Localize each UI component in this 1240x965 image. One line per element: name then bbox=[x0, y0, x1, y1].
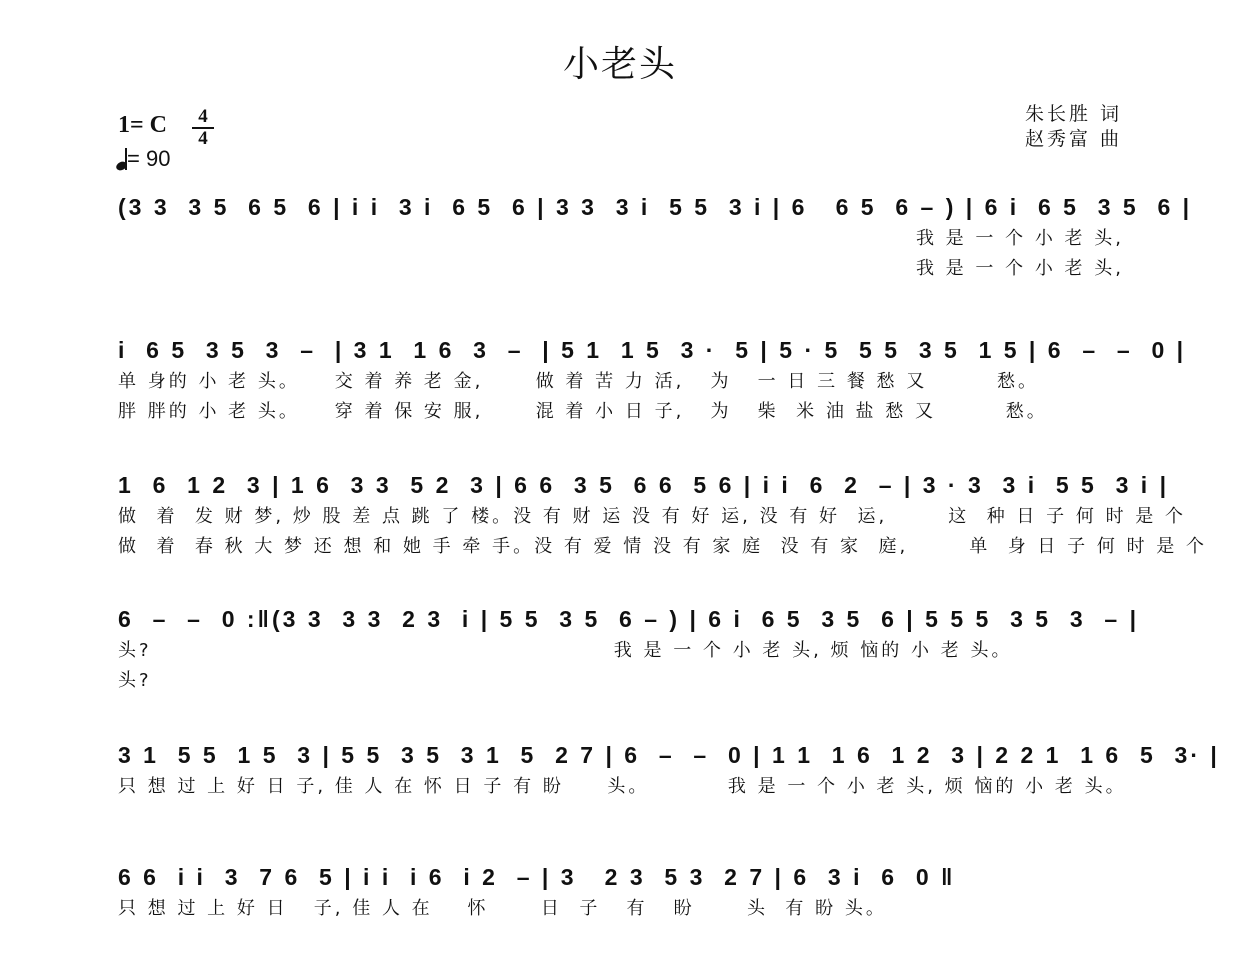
key-signature: 1= C bbox=[118, 112, 168, 138]
time-signature-top: 4 bbox=[198, 106, 208, 127]
tempo-value: = 90 bbox=[127, 146, 171, 171]
score-line-6 bbox=[118, 860, 1124, 924]
notation-line: 6 – – 0 :‖(3 3 3 3 2 3 i | 5 5 3 5 6 – ) | 6 i 6 5 3 5 6 | 5 5 5 3 5 3 – | bbox=[118, 606, 1140, 632]
notation-line: (3 3 3 5 6 5 6 | i i 3 i 6 5 6 | 3 3 3 i 5 5 3 i | 6 6 5 6 – ) | 6 i 6 5 3 5 6 | bbox=[118, 194, 1193, 220]
tempo-marking bbox=[116, 146, 170, 172]
lyric-verse-1: 只 想 过 上 好 日 子, 佳 人 在 怀 日 子 有 盼 头。 我 是 一 个 小 老 头, 烦 恼的 小 老 头。 bbox=[118, 776, 1127, 797]
time-signature bbox=[192, 108, 214, 148]
composer-credit: 赵秀富 曲 bbox=[1024, 128, 1122, 150]
notation-line: 6 6 i i 3 7 6 5 | i i i 6 i 2 – | 3 2 3 5 3 2 7 | 6 3 i 6 0 ‖ bbox=[118, 864, 956, 890]
song-title: 小老头 bbox=[562, 44, 677, 85]
lyric-verse-1: 头? 我 是 一 个 小 老 头, 烦 恼的 小 老 头。 bbox=[118, 640, 1013, 661]
lyricist-credit: 朱长胜 词 bbox=[1024, 103, 1122, 125]
lyric-verse-2: 做 着 春 秋 大 梦 还 想 和 她 手 牵 手。没 有 爱 情 没 有 家 庭 没 有 家 庭, 单 身 日 子 何 时 是 个 bbox=[118, 536, 1208, 557]
time-signature-bottom: 4 bbox=[198, 128, 208, 149]
notation-line: 3 1 5 5 1 5 3 | 5 5 3 5 3 1 5 2 7 | 6 – – 0 | 1 1 1 6 1 2 3 | 2 2 1 1 6 5 3· | bbox=[118, 742, 1220, 768]
lyric-verse-1: 我 是 一 个 小 老 头, bbox=[915, 228, 1124, 249]
score-line-3 bbox=[118, 468, 1208, 562]
lyric-verse-1: 只 想 过 上 好 日 子, 佳 人 在 怀 日 子 有 盼 头 有 盼 头。 bbox=[118, 898, 887, 919]
notation-line: i 6 5 3 5 3 – | 3 1 1 6 3 – | 5 1 1 5 3 · 5 | 5 · 5 5 5 3 5 1 5 | 6 – – 0 | bbox=[118, 337, 1187, 363]
quarter-note-icon bbox=[116, 146, 127, 171]
score-line-2 bbox=[118, 333, 1187, 427]
lyric-verse-2: 胖 胖的 小 老 头。 穿 着 保 安 服, 混 着 小 日 子, 为 柴 米 油 盐 愁 又 愁。 bbox=[118, 401, 1048, 422]
lyric-verse-1: 做 着 发 财 梦, 炒 股 差 点 跳 了 楼。没 有 财 运 没 有 好 运, 没 有 好 运, 这 种 日 子 何 时 是 个 bbox=[118, 506, 1187, 527]
credits bbox=[1025, 102, 1122, 152]
lyric-verse-1: 单 身的 小 老 头。 交 着 养 老 金, 做 着 苦 力 活, 为 一 日 三 餐 愁 又 愁。 bbox=[118, 371, 1040, 392]
score-line-1 bbox=[118, 190, 1193, 284]
lyric-verse-2: 我 是 一 个 小 老 头, bbox=[915, 258, 1124, 279]
score-line-4 bbox=[118, 602, 1140, 696]
notation-line: 1 6 1 2 3 | 1 6 3 3 5 2 3 | 6 6 3 5 6 6 5 6 | i i 6 2 – | 3 · 3 3 i 5 5 3 i | bbox=[118, 472, 1170, 498]
lyric-verse-2: 头? bbox=[118, 670, 152, 691]
score-line-5 bbox=[118, 738, 1220, 802]
